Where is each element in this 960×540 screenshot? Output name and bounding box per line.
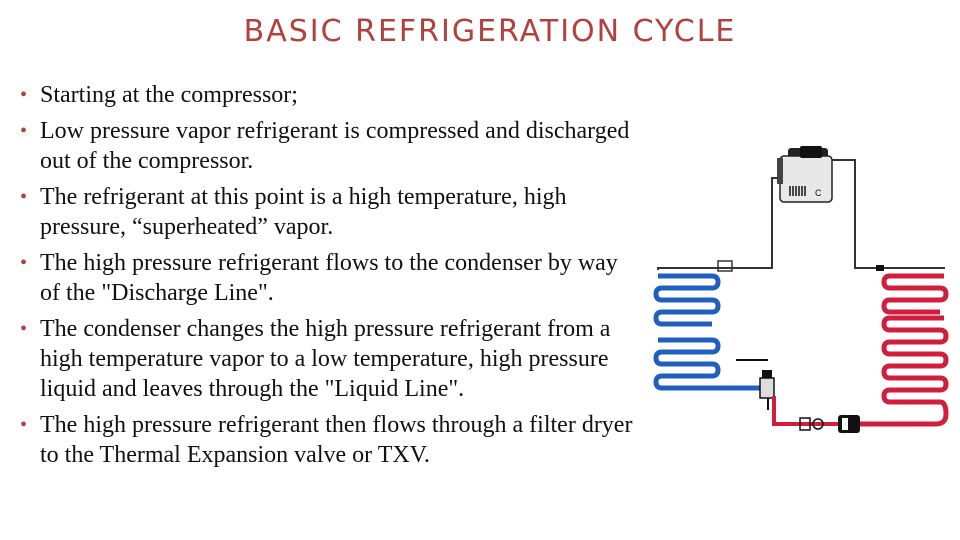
bullet-text: Starting at the compressor; [40,82,298,108]
bullet-item [20,182,640,242]
bullet-list [20,80,640,476]
bullet-text: The high pressure refrigerant then flows through a filter dryer to the Thermal Expansion valve or TXV. [40,412,633,468]
bullet-text: The high pressure refrigerant flows to the condenser by way of the "Discharge Line". [40,250,618,306]
suction-line [658,178,778,270]
bullet-text: Low pressure vapor refrigerant is compressed and discharged out of the compressor. [40,118,630,174]
bullet-item [20,248,640,308]
refrigeration-cycle-diagram [650,138,952,440]
bullet-dot: • [20,414,28,436]
bullet-dot: • [20,318,28,340]
bullet-item [20,410,640,470]
bullet-item [20,80,640,110]
line-fitting-icon [876,265,884,271]
bullet-item [20,116,640,176]
evaporator-coil [656,276,760,388]
discharge-line [832,160,945,268]
bullet-text: The condenser changes the high pressure refrigerant from a high temperature vapor to a low temperature, high pressure liquid and leaves through the "Liquid Line". [40,316,611,402]
bullet-text: The refrigerant at this point is a high temperature, high pressure, “superheated” vapor. [40,184,567,240]
compressor-label: C [815,188,822,198]
bullet-dot: • [20,120,28,142]
service-valve-icon [718,261,732,271]
condenser-coil [850,276,946,424]
expansion-valve-icon [760,370,774,410]
bullet-dot: • [20,84,28,106]
bullet-item [20,314,640,404]
bullet-dot: • [20,252,28,274]
bullet-dot: • [20,186,28,208]
compressor [777,146,832,202]
slide-title: BASIC REFRIGERATION CYCLE [243,14,737,49]
